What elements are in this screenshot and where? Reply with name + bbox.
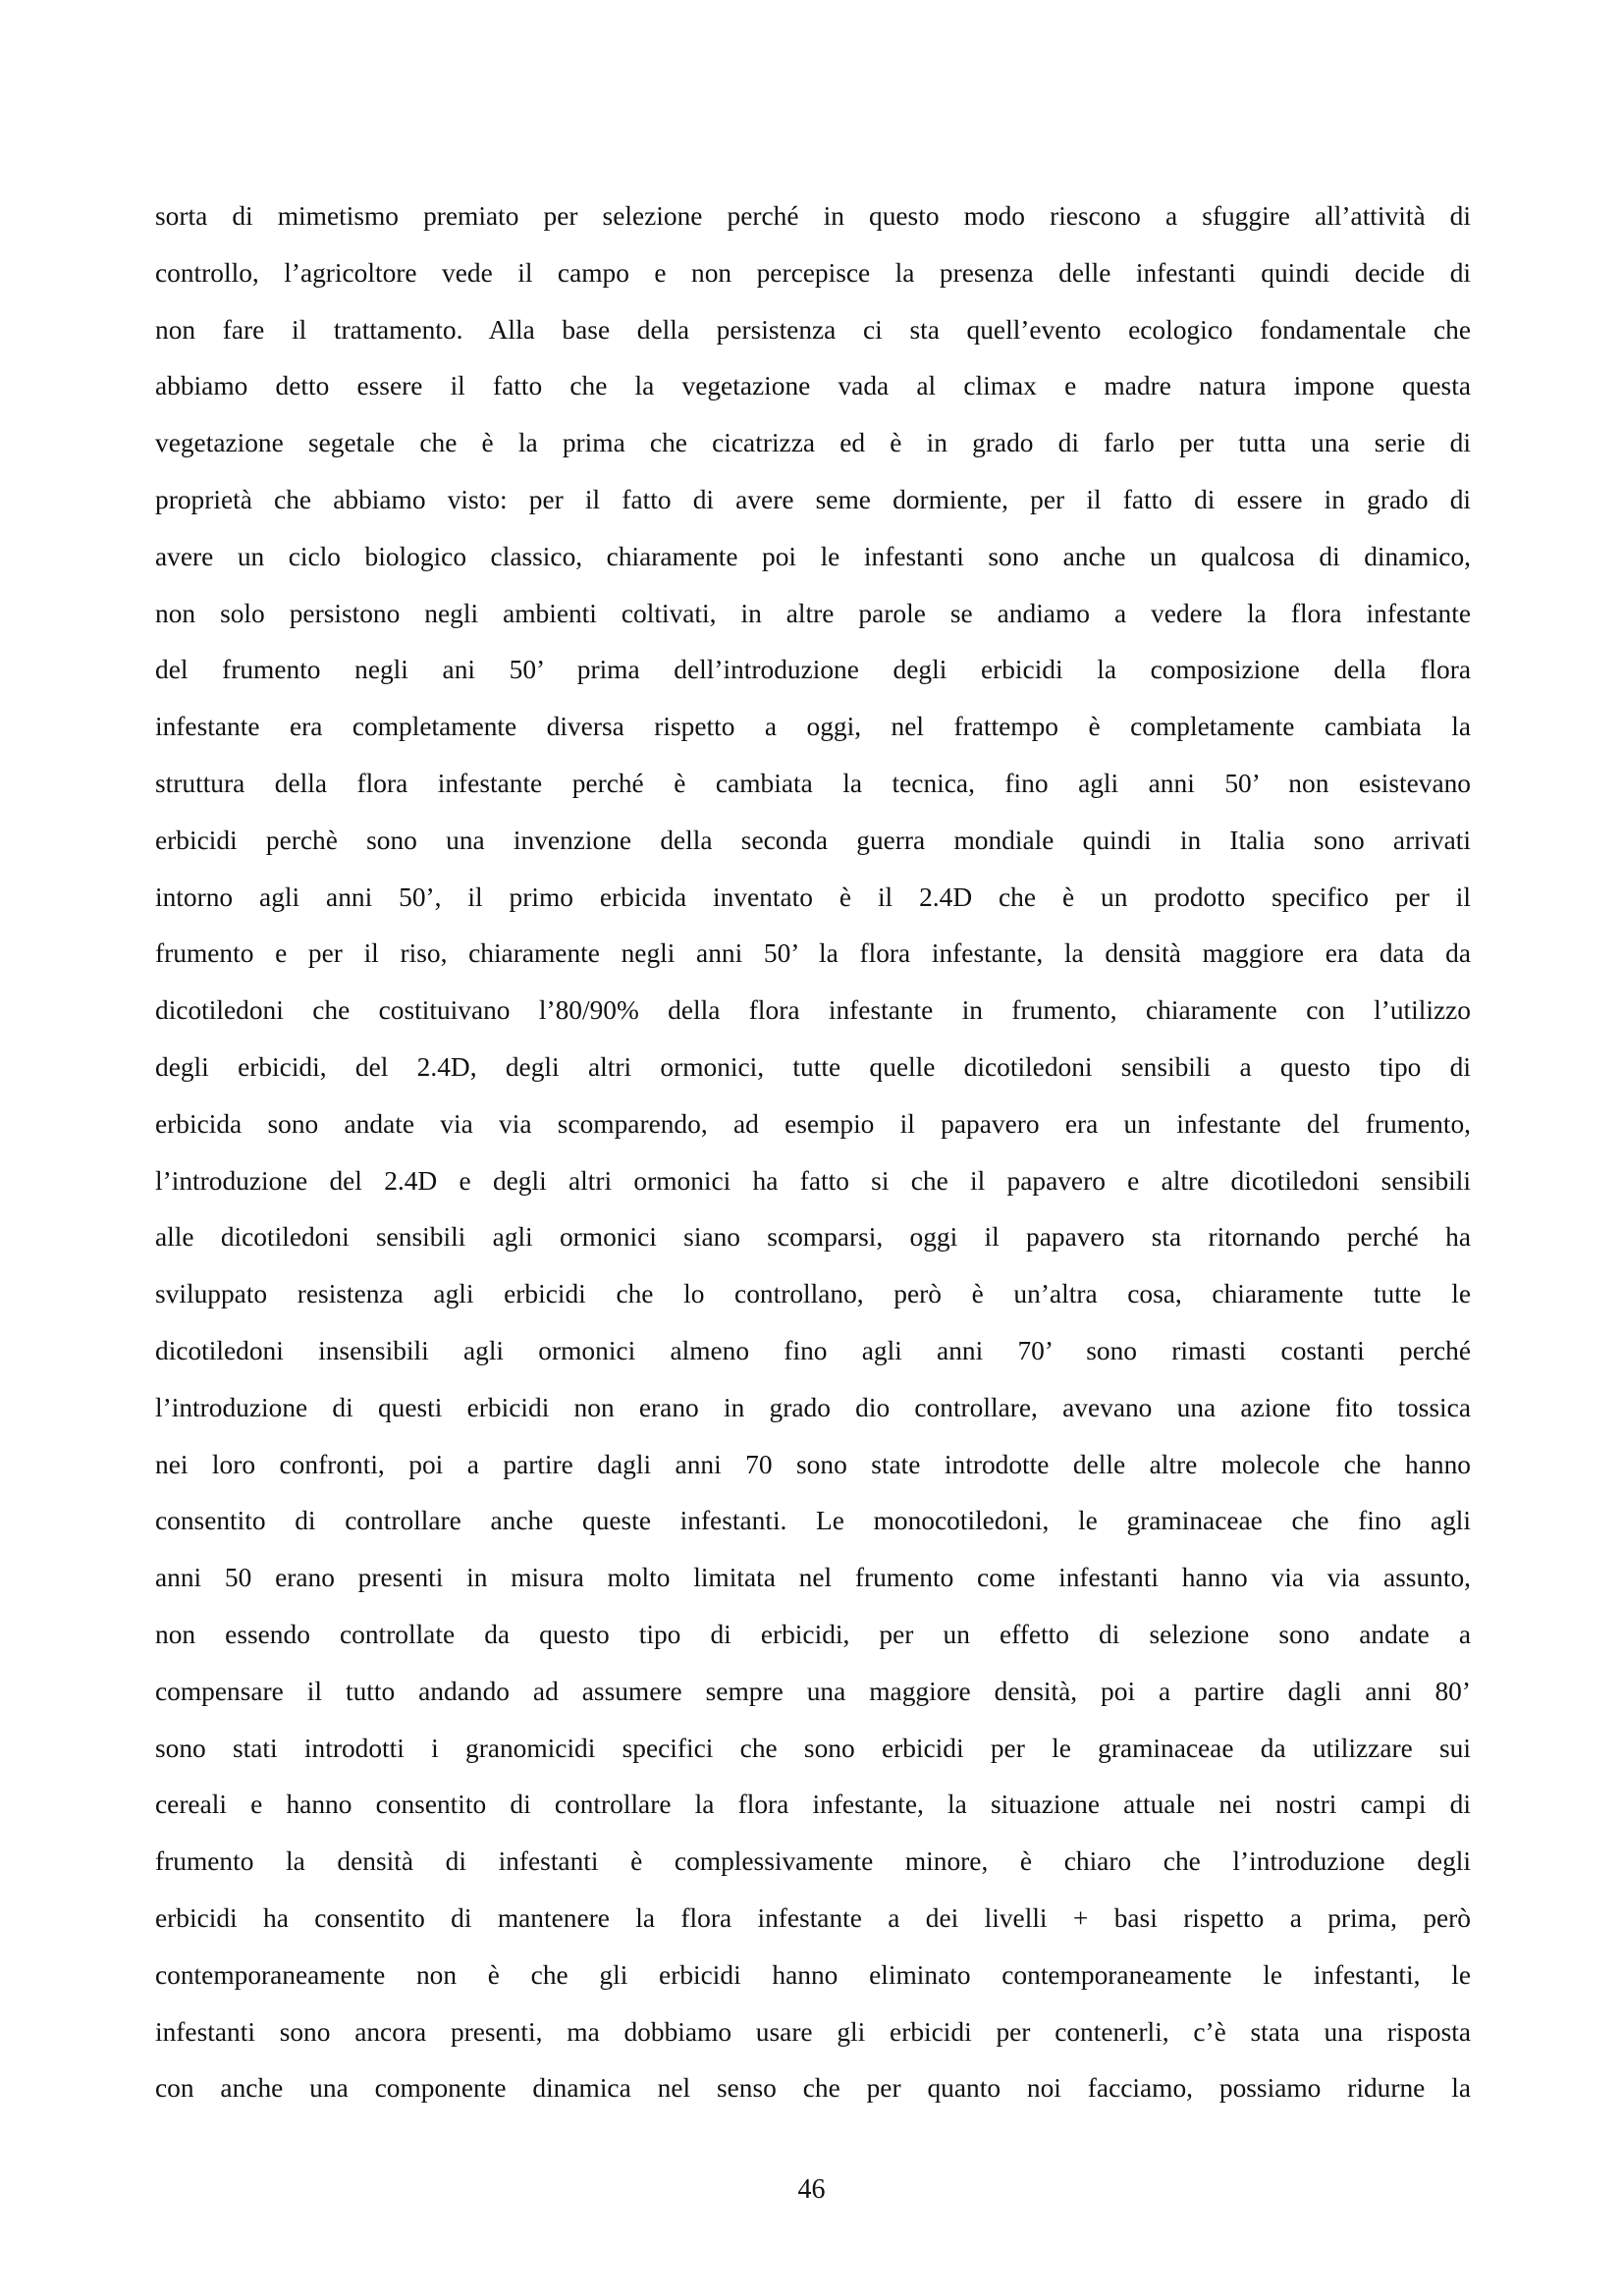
- text-line: dicotiledoni che costituivano l’80/90% della flora infestante in frumento, chiaramente con l’utilizzo: [155, 995, 1471, 1026]
- text-line: controllo, l’agricoltore vede il campo e non percepisce la presenza delle infestanti quindi decide di: [155, 257, 1471, 288]
- text-line: frumento e per il riso, chiaramente negli anni 50’ la flora infestante, la densità maggiore era data da: [155, 938, 1471, 969]
- text-line: erbicidi ha consentito di mantenere la flora infestante a dei livelli + basi rispetto a prima, però: [155, 1902, 1471, 1933]
- text-line: frumento la densità di infestanti è complessivamente minore, è chiaro che l’introduzione degli: [155, 1846, 1471, 1877]
- text-line: infestanti sono ancora presenti, ma dobbiamo usare gli erbicidi per contenerli, c’è stata una risposta: [155, 2016, 1471, 2047]
- text-line: proprietà che abbiamo visto: per il fatto di avere seme dormiente, per il fatto di essere in grado di: [155, 484, 1471, 514]
- text-line: nei loro confronti, poi a partire dagli anni 70 sono state introdotte delle altre molecole che hanno: [155, 1449, 1471, 1479]
- text-line: non fare il trattamento. Alla base della persistenza ci sta quell’evento ecologico fondamentale che: [155, 314, 1471, 345]
- text-line: sviluppato resistenza agli erbicidi che lo controllano, però è un’altra cosa, chiaramente tutte le: [155, 1279, 1471, 1309]
- text-line: consentito di controllare anche queste infestanti. Le monocotiledoni, le graminaceae che fino agli: [155, 1506, 1471, 1536]
- text-line: l’introduzione di questi erbicidi non erano in grado dio controllare, avevano una azione fito tossica: [155, 1392, 1471, 1422]
- text-line: vegetazione segetale che è la prima che cicatrizza ed è in grado di farlo per tutta una serie di: [155, 428, 1471, 458]
- text-line: erbicida sono andate via via scomparendo, ad esempio il papavero era un infestante del frumento,: [155, 1108, 1471, 1139]
- text-line: infestante era completamente diversa rispetto a oggi, nel frattempo è completamente cambiata la: [155, 712, 1471, 742]
- text-line: degli erbicidi, del 2.4D, degli altri ormonici, tutte quelle dicotiledoni sensibili a questo tipo di: [155, 1051, 1471, 1082]
- text-line: erbicidi perchè sono una invenzione della seconda guerra mondiale quindi in Italia sono arrivati: [155, 825, 1471, 855]
- text-line: l’introduzione del 2.4D e degli altri ormonici ha fatto si che il papavero e altre dicotiledoni sensibili: [155, 1165, 1471, 1196]
- text-line: non solo persistono negli ambienti coltivati, in altre parole se andiamo a vedere la flora infestante: [155, 598, 1471, 628]
- text-line: con anche una componente dinamica nel senso che per quanto noi facciamo, possiamo ridurne la: [155, 2073, 1471, 2104]
- body-paragraph: [155, 188, 1471, 2117]
- text-line: alle dicotiledoni sensibili agli ormonici siano scomparsi, oggi il papavero sta ritornando perché ha: [155, 1222, 1471, 1253]
- text-line: compensare il tutto andando ad assumere sempre una maggiore densità, poi a partire dagli anni 80’: [155, 1676, 1471, 1706]
- text-line: struttura della flora infestante perché è cambiata la tecnica, fino agli anni 50’ non esistevano: [155, 768, 1471, 798]
- text-line: contemporaneamente non è che gli erbicidi hanno eliminato contemporaneamente le infestanti, le: [155, 1959, 1471, 1990]
- text-line: sorta di mimetismo premiato per selezione perché in questo modo riescono a sfuggire all’attività di: [155, 201, 1471, 231]
- page-number: 46: [797, 2174, 826, 2205]
- text-line: dicotiledoni insensibili agli ormonici almeno fino agli anni 70’ sono rimasti costanti perché: [155, 1335, 1471, 1365]
- text-line: non essendo controllate da questo tipo di erbicidi, per un effetto di selezione sono andate a: [155, 1619, 1471, 1649]
- text-line: abbiamo detto essere il fatto che la vegetazione vada al climax e madre natura impone questa: [155, 371, 1471, 401]
- text-line: anni 50 erano presenti in misura molto limitata nel frumento come infestanti hanno via via assunto,: [155, 1563, 1471, 1593]
- text-line: del frumento negli ani 50’ prima dell’introduzione degli erbicidi la composizione della flora: [155, 655, 1471, 685]
- text-line: avere un ciclo biologico classico, chiaramente poi le infestanti sono anche un qualcosa di dinamico,: [155, 541, 1471, 571]
- text-line: cereali e hanno consentito di controllare la flora infestante, la situazione attuale nei nostri campi di: [155, 1789, 1471, 1820]
- text-line: intorno agli anni 50’, il primo erbicida inventato è il 2.4D che è un prodotto specifico per il: [155, 881, 1471, 912]
- text-line: sono stati introdotti i granomicidi specifici che sono erbicidi per le graminaceae da utilizzare sui: [155, 1733, 1471, 1763]
